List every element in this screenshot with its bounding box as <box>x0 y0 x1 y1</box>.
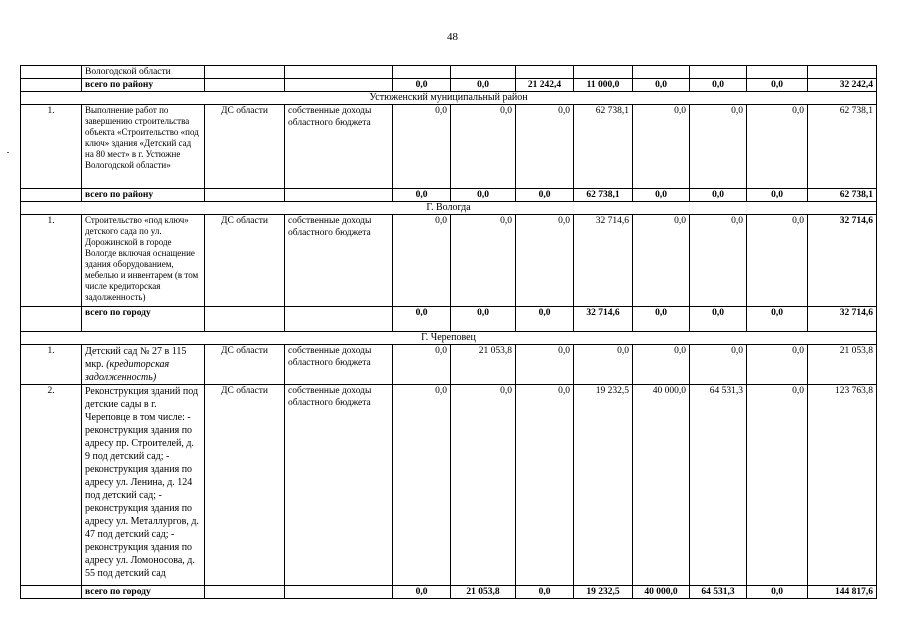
funding-source: собственные доходы областного бюджета <box>285 385 393 586</box>
row-number: 1. <box>21 345 82 385</box>
item-description: Реконструкция зданий под детские сады в г. Череповце в том числе: - реконструкция здания по адресу пр. Строителей, д. 9 под детский сад; - реконструкция здания по адресу ул. Ленина, д. 124 под детский сад; - реконструкция здания по адресу ул. Металлургов, д. 47 под детский сад; - реконструкция здания по адресу ул. Ломоносова, д. 55 под детский сад <box>82 385 205 586</box>
value-cell: 0,0 <box>451 385 516 586</box>
value-cell: 64 531,3 <box>690 586 747 599</box>
table-row <box>21 385 877 586</box>
value-cell: 0,0 <box>393 385 451 586</box>
value-cell: 62 738,1 <box>574 189 633 202</box>
value-cell: 21 242,4 <box>516 79 574 92</box>
value-cell: 0,0 <box>747 215 808 307</box>
organization-cell: ДС области <box>205 215 285 307</box>
value-cell: 32 714,6 <box>574 307 633 332</box>
page-number: 48 <box>447 31 458 43</box>
description-text: Детский сад № 27 в 115 мкр. <box>85 346 187 370</box>
value-cell: 0,0 <box>633 215 690 307</box>
organization-cell: ДС области <box>205 105 285 189</box>
value-cell: 0,0 <box>747 345 808 385</box>
value-cell: 32 714,6 <box>808 215 877 307</box>
value-cell: 0,0 <box>690 345 747 385</box>
value-cell: 62 738,1 <box>808 105 877 189</box>
value-cell: 40 000,0 <box>633 586 690 599</box>
value-cell: 0,0 <box>516 105 574 189</box>
table-row <box>21 105 877 189</box>
value-cell: 0,0 <box>633 307 690 332</box>
table-row <box>21 66 877 79</box>
value-cell: 0,0 <box>574 345 633 385</box>
value-cell: 19 232,5 <box>574 586 633 599</box>
value-cell: 62 738,1 <box>574 105 633 189</box>
value-cell: 21 053,8 <box>451 586 516 599</box>
funding-source: собственные доходы областного бюджета <box>285 215 393 307</box>
item-description <box>82 345 205 385</box>
row-number: 1. <box>21 215 82 307</box>
region-label: Вологодской области <box>82 66 205 79</box>
value-cell: 0,0 <box>393 586 451 599</box>
total-row <box>21 586 877 599</box>
value-cell: 0,0 <box>747 307 808 332</box>
value-cell: 0,0 <box>633 189 690 202</box>
row-number: 1. <box>21 105 82 189</box>
value-cell: 0,0 <box>633 79 690 92</box>
total-row <box>21 307 877 332</box>
total-row <box>21 79 877 92</box>
value-cell: 0,0 <box>747 385 808 586</box>
value-cell: 0,0 <box>690 79 747 92</box>
value-cell: 0,0 <box>393 215 451 307</box>
value-cell: 21 053,8 <box>451 345 516 385</box>
value-cell: 64 531,3 <box>690 385 747 586</box>
budget-table <box>20 65 877 599</box>
value-cell: 0,0 <box>690 189 747 202</box>
value-cell: 11 000,0 <box>574 79 633 92</box>
value-cell: 0,0 <box>516 189 574 202</box>
value-cell: 0,0 <box>451 215 516 307</box>
value-cell: 0,0 <box>451 79 516 92</box>
value-cell: 62 738,1 <box>808 189 877 202</box>
value-cell: 0,0 <box>747 105 808 189</box>
section-title: Устюженский муниципальный район <box>21 92 877 105</box>
section-header-row <box>21 92 877 105</box>
value-cell: 0,0 <box>393 345 451 385</box>
value-cell: 0,0 <box>633 105 690 189</box>
value-cell: 0,0 <box>393 105 451 189</box>
section-title: Г. Вологда <box>21 202 877 215</box>
value-cell: 32 714,6 <box>808 307 877 332</box>
value-cell: 0,0 <box>690 307 747 332</box>
value-cell: 0,0 <box>393 189 451 202</box>
value-cell: 40 000,0 <box>633 385 690 586</box>
value-cell: 0,0 <box>747 189 808 202</box>
value-cell: 0,0 <box>516 307 574 332</box>
table-row <box>21 345 877 385</box>
organization-cell: ДС области <box>205 345 285 385</box>
value-cell: 0,0 <box>516 345 574 385</box>
organization-cell: ДС области <box>205 385 285 586</box>
value-cell: 0,0 <box>747 79 808 92</box>
total-label: всего по городу <box>82 307 205 332</box>
value-cell: 19 232,5 <box>574 385 633 586</box>
value-cell: 144 817,6 <box>808 586 877 599</box>
item-description: Выполнение работ по завершению строительства объекта «Строительство «под ключ» здания «Детский сад на 80 мест» в г. Устюжне Вологодской области» <box>82 105 205 189</box>
total-label: всего по городу <box>82 586 205 599</box>
section-header-row <box>21 332 877 345</box>
margin-mark <box>7 152 9 153</box>
value-cell: 0,0 <box>516 215 574 307</box>
value-cell: 0,0 <box>633 345 690 385</box>
section-header-row <box>21 202 877 215</box>
value-cell: 0,0 <box>451 105 516 189</box>
value-cell: 0,0 <box>516 385 574 586</box>
item-description: Строительство «под ключ» детского сада по ул. Дорожинской в городе Вологде включая оснащение здания оборудованием, мебелью и инвентарем (в том числе кредиторская задолженность) <box>82 215 205 307</box>
value-cell: 32 714,6 <box>574 215 633 307</box>
total-label: всего по району <box>82 79 205 92</box>
value-cell: 0,0 <box>451 189 516 202</box>
funding-source: собственные доходы областного бюджета <box>285 105 393 189</box>
value-cell: 32 242,4 <box>808 79 877 92</box>
total-label: всего по району <box>82 189 205 202</box>
description-note: (кредиторская задолженность) <box>85 359 170 383</box>
value-cell: 0,0 <box>690 105 747 189</box>
value-cell: 0,0 <box>393 79 451 92</box>
value-cell: 0,0 <box>690 215 747 307</box>
row-number: 2. <box>21 385 82 586</box>
total-row <box>21 189 877 202</box>
value-cell: 123 763,8 <box>808 385 877 586</box>
table-row <box>21 215 877 307</box>
value-cell: 0,0 <box>451 307 516 332</box>
funding-source: собственные доходы областного бюджета <box>285 345 393 385</box>
value-cell: 21 053,8 <box>808 345 877 385</box>
value-cell: 0,0 <box>516 586 574 599</box>
value-cell: 0,0 <box>747 586 808 599</box>
value-cell: 0,0 <box>393 307 451 332</box>
section-title: Г. Череповец <box>21 332 877 345</box>
